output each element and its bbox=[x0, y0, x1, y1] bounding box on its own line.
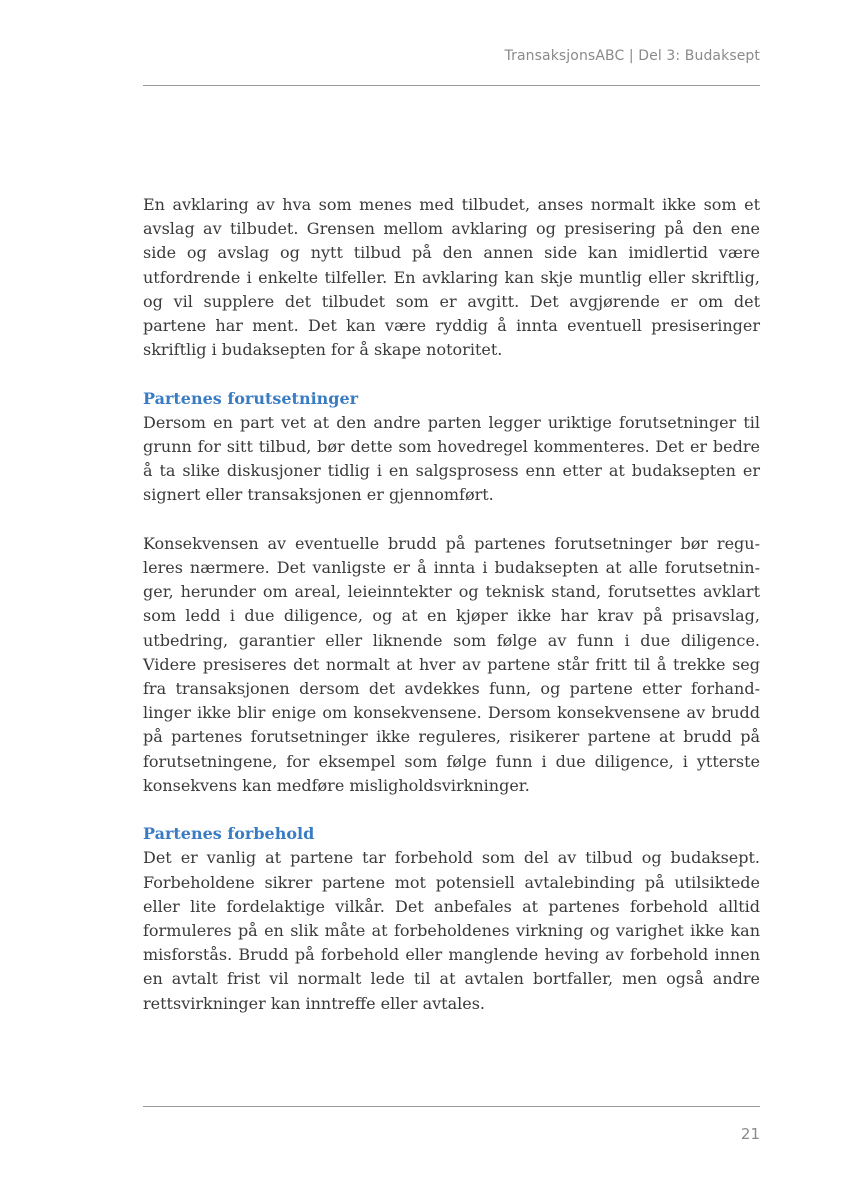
footer-divider bbox=[143, 1106, 760, 1107]
section-heading-forbehold: Partenes forbehold bbox=[143, 824, 315, 844]
section-heading-forutsetninger: Partenes forutsetninger bbox=[143, 388, 359, 408]
body-paragraph: Dersom en part vet at den andre parten legger uriktige forutsetninger til grunn for sitt tilbud, bør dette som hovedregel kommenteres. Det er bedre å ta slike diskusjoner tidlig i en salgsprosess enn etter at budaksepten er signert eller transaksjonen er gjennomført. bbox=[143, 412, 760, 505]
document-page bbox=[143, 0, 760, 1200]
body-paragraph: Konsekvensen av eventuelle brudd på partenes forutsetninger bør reguleres nærmere. Det vanligste er å innta i budaksepten at alle forutsetninger, herunder om areal, leieinntekter og teknisk stand, forutsettes avklart som ledd i due diligence, og at en kjøper ikke har krav på prisavslag, utbedring, garantier eller liknende som følge av funn i due diligence. Videre presiseres det normalt at hver av partene står fritt til å trekke seg fra transaksjonen dersom det avdekkes funn, og partene etter forhandlinger ikke blir enige om konsekvensene. Dersom konsekvensene av brudd på partenes forutsetninger ikke reguleres, risikerer partene at brudd på forutsetningene, for eksempel som følge funn i due diligence, i ytterste konsekvens kan medføre misligholdsvirkninger. bbox=[143, 533, 760, 795]
page-body bbox=[143, 193, 760, 1040]
body-paragraph: Det er vanlig at partene tar forbehold som del av tilbud og budaksept. Forbeholdene sikrer partene mot potensiell avtalebinding på utilsiktede eller lite fordelaktige vilkår. Det anbefales at partenes forbehold alltid formuleres på en slik måte at forbeholdenes virkning og varighet ikke kan misforstås. Brudd på forbehold eller manglende heving av forbehold innen en avtalt frist vil normalt lede til at avtalen bortfaller, men også andre rettsvirkninger kan inntreffe eller avtales. bbox=[143, 848, 760, 1013]
running-header: TransaksjonsABC | Del 3: Budaksept bbox=[504, 48, 760, 64]
intro-paragraph: En avklaring av hva som menes med tilbudet, anses normalt ikke som et avslag av tilbudet. Grensen mellom avklaring og presisering på den ene side og avslag og nytt tilbud på den annen side kan imidlertid være utfordrende i enkelte tilfeller. En avklaring kan skje muntlig eller skriftlig, og vil supplere det tilbudet som er avgitt. Det avgjørende er om det partene har ment. Det kan være ryddig å innta eventuell presiseringer skriftlig i budaksepten for å skape notoritet. bbox=[143, 195, 760, 360]
page-number: 21 bbox=[740, 1125, 760, 1143]
header-divider bbox=[143, 85, 760, 86]
